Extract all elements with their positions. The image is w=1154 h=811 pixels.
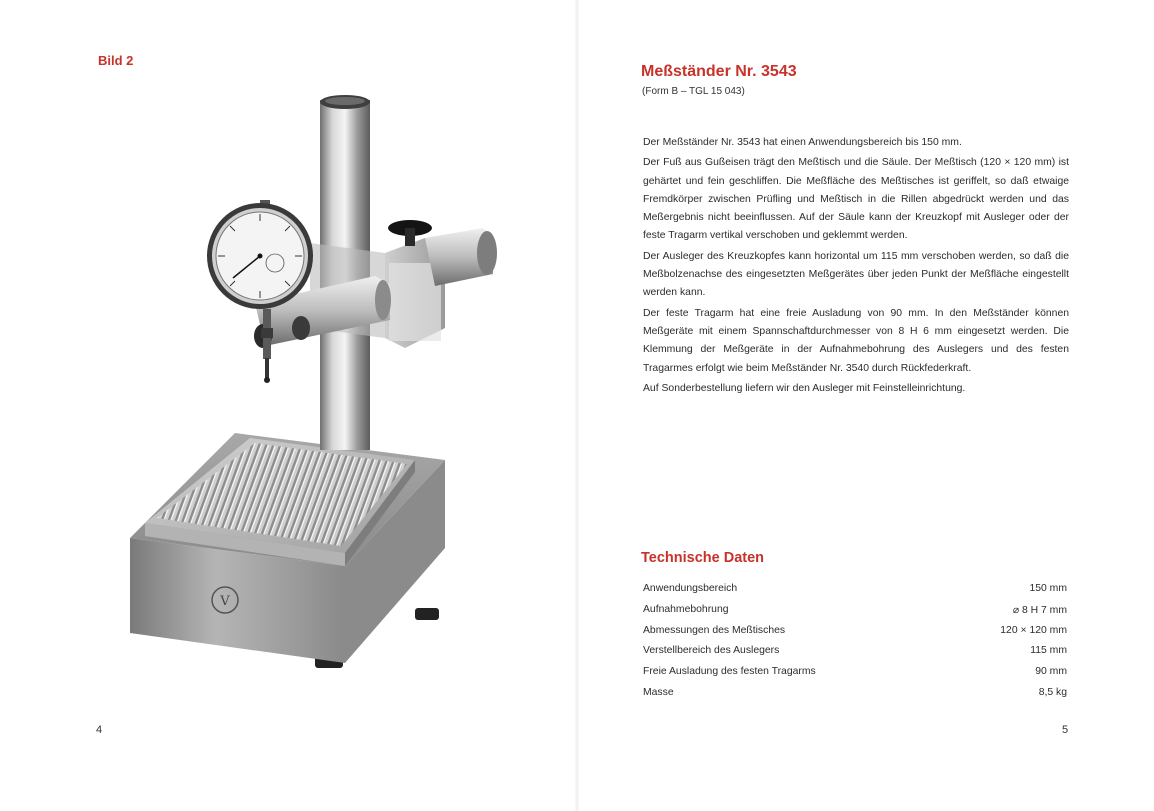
row-label: Freie Ausladung des festen Tragarms <box>643 666 816 678</box>
row-value: 115 mm <box>1030 645 1067 657</box>
table-row <box>643 604 1067 625</box>
page-number-left: 4 <box>96 724 103 736</box>
technical-data-table <box>643 583 1067 708</box>
measuring-stand-photo <box>115 88 515 688</box>
row-label: Abmessungen des Meßtisches <box>643 624 786 636</box>
right-page <box>577 0 1154 811</box>
row-label: Verstellbereich des Auslegers <box>643 645 780 657</box>
row-label: Masse <box>643 686 674 698</box>
row-value: 8,5 kg <box>1038 686 1067 698</box>
table-row <box>643 625 1067 646</box>
paragraph: Der feste Tragarm hat eine freie Ausladung von 90 mm. In den Meßständer können Meßgeräte mit einem Spannschaftdurchmesser von 8 H 6 mm eingesetzt werden. Die Klemmung der Meßgeräte in der Aufnahmebohrung des Auslegers und des festen Tragarmes erfolgt wie beim Meßständer Nr. 3540 durch Rückfederkraft. <box>643 307 1069 374</box>
paragraph: Der Ausleger des Kreuzkopfes kann horizontal um 115 mm verschoben werden, so daß die Meßbolzenachse des eingesetzten Meßgerätes über jeden Punkt der Meßfläche eingestellt werden kann. <box>643 250 1069 299</box>
paragraph: Auf Sonderbestellung liefern wir den Ausleger mit Feinstelleinrichtung. <box>643 382 966 394</box>
page-number-right: 5 <box>1062 724 1069 736</box>
row-value: 90 mm <box>1035 666 1067 678</box>
row-value: 120 × 120 mm <box>1000 624 1067 636</box>
table-row <box>643 583 1067 604</box>
page-subtitle: (Form B – TGL 15 043) <box>642 86 745 97</box>
description-text <box>643 134 1069 400</box>
table-row <box>643 645 1067 666</box>
paragraph: Der Fuß aus Gußeisen trägt den Meßtisch und die Säule. Der Meßtisch (120 × 120 mm) ist gehärtet und fein geschliffen. Die Meßfläche des Meßtisches ist geriffelt, so daß etwaige Fremdkörper zwischen Prüfling und Meßtisch in die Rillen abgedrückt werden und das Meßergebnis nicht beeinflussen. Auf der Säule kann der Kreuzkopf mit Ausleger oder der feste Tragarm vertikal verschoben und geklemmt werden. <box>643 157 1069 242</box>
row-label: Anwendungsbereich <box>643 583 738 594</box>
table-row <box>643 687 1067 708</box>
logo-glyph: V <box>220 594 230 609</box>
row-value: 150 mm <box>1029 583 1067 594</box>
row-label: Aufnahmebohrung <box>643 603 729 615</box>
page-title: Meßständer Nr. 3543 <box>641 63 797 80</box>
paragraph: Der Meßständer Nr. 3543 hat einen Anwendungsbereich bis 150 mm. <box>643 137 962 148</box>
figure-label: Bild 2 <box>98 53 134 68</box>
technical-data-heading: Technische Daten <box>641 550 765 566</box>
row-value: ⌀ 8 H 7 mm <box>1012 604 1067 616</box>
table-row <box>643 666 1067 687</box>
